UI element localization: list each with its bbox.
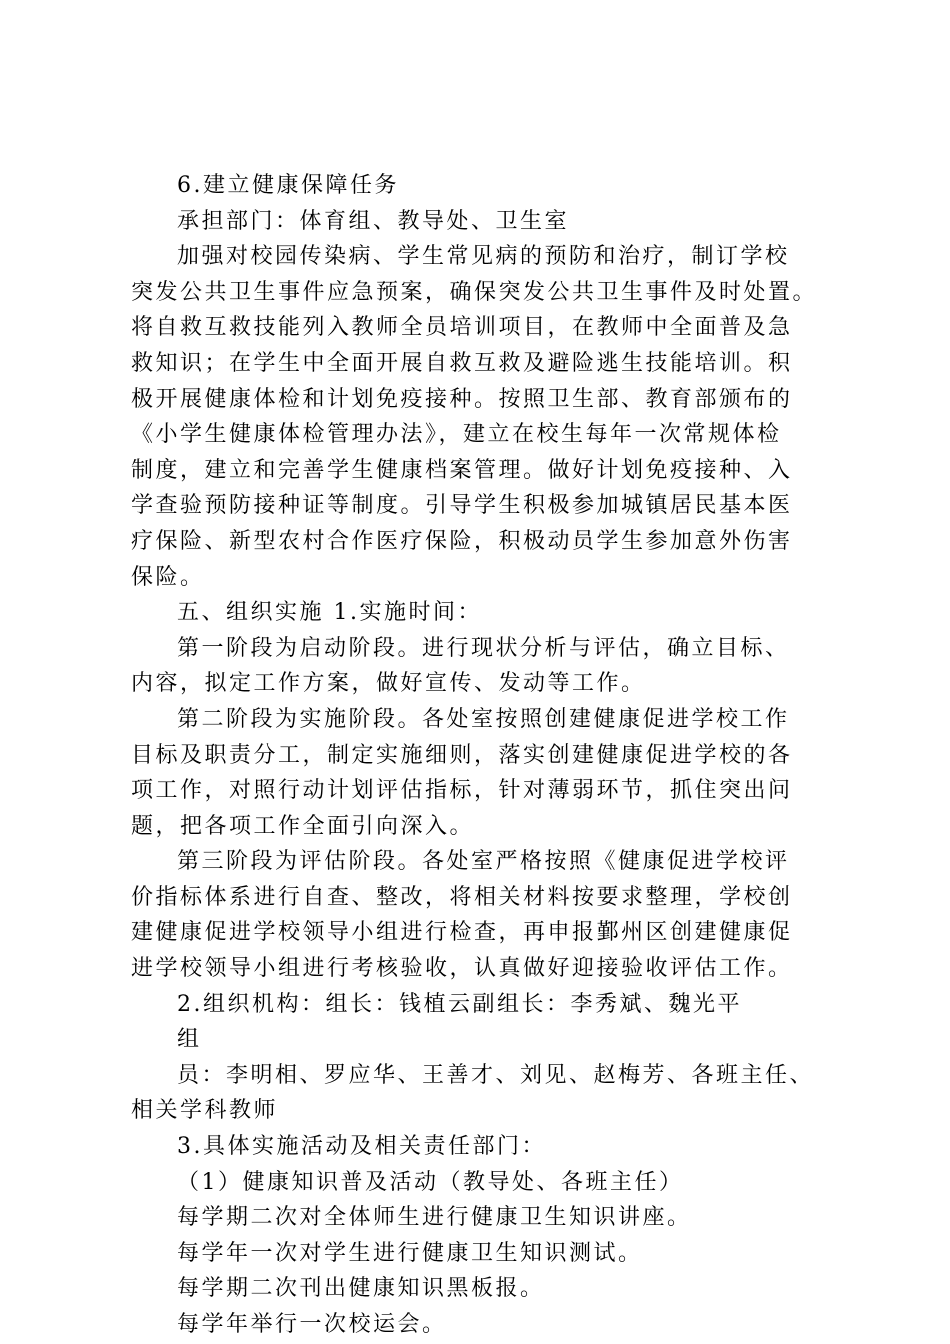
document-line: 每学年一次对学生进行健康卫生知识测试。 — [177, 1240, 643, 1266]
document-line: 6.建立健康保障任务 — [177, 173, 399, 198]
document-line: 保险。 — [131, 564, 205, 590]
document-line: 五、组织实施 1.实施时间： — [177, 600, 482, 626]
document-line: 目标及职责分工，制定实施细则，落实创建健康促进学校的各 — [131, 742, 793, 768]
document-line: 救知识；在学生中全面开展自救互救及避险逃生技能培训。积 — [131, 350, 793, 376]
document-line: 加强对校园传染病、学生常见病的预防和治疗，制订学校 — [177, 244, 790, 270]
document-line: 承担部门：体育组、教导处、卫生室 — [177, 208, 570, 234]
document-line: 每学期二次刊出健康知识黑板报。 — [177, 1276, 545, 1302]
document-line: 项工作，对照行动计划评估指标，针对薄弱环节，抓住突出问 — [131, 778, 793, 804]
document-line: 内容，拟定工作方案，做好宣传、发动等工作。 — [131, 671, 646, 697]
document-line: 2.组织机构：组长：钱植云副组长：李秀斌、魏光平 — [177, 991, 742, 1017]
document-line: 组 — [177, 1027, 202, 1053]
document-line: 学查验预防接种证等制度。引导学生积极参加城镇居民基本医 — [131, 493, 793, 519]
document-line: 极开展健康体检和计划免疫接种。按照卫生部、教育部颁布的 — [131, 386, 793, 412]
document-line: 制度，建立和完善学生健康档案管理。做好计划免疫接种、入 — [131, 457, 793, 483]
document-line: 第三阶段为评估阶段。各处室严格按照《健康促进学校评 — [177, 849, 790, 875]
document-line: 每学年举行一次校运会。 — [177, 1312, 447, 1337]
document-line: 突发公共卫生事件应急预案，确保突发公共卫生事件及时处置。 — [131, 279, 818, 305]
document-line: 将自救互救技能列入教师全员培训项目，在教师中全面普及急 — [131, 315, 793, 341]
document-line: 3.具体实施活动及相关责任部门： — [177, 1134, 546, 1160]
document-body — [131, 168, 851, 1343]
document-line: （1）健康知识普及活动（教导处、各班主任） — [177, 1169, 684, 1195]
document-line: 第一阶段为启动阶段。进行现状分析与评估，确立目标、 — [177, 635, 790, 661]
document-line: 进学校领导小组进行考核验收，认真做好迎接验收评估工作。 — [131, 956, 793, 982]
document-line: 题，把各项工作全面引向深入。 — [131, 813, 475, 839]
document-line: 每学期二次对全体师生进行健康卫生知识讲座。 — [177, 1205, 692, 1231]
document-line: 相关学科教师 — [131, 1098, 279, 1124]
document-line: 疗保险、新型农村合作医疗保险，积极动员学生参加意外伤害 — [131, 528, 793, 554]
document-line: 价指标体系进行自查、整改，将相关材料按要求整理，学校创 — [131, 884, 793, 910]
document-line: 第二阶段为实施阶段。各处室按照创建健康促进学校工作 — [177, 706, 790, 732]
document-line: 建健康促进学校领导小组进行检查，再申报鄞州区创建健康促 — [131, 920, 793, 946]
document-line: 员：李明相、罗应华、王善才、刘见、赵梅芳、各班主任、 — [177, 1062, 815, 1088]
document-line: 《小学生健康体检管理办法》，建立在校生每年一次常规体检 — [131, 422, 782, 448]
